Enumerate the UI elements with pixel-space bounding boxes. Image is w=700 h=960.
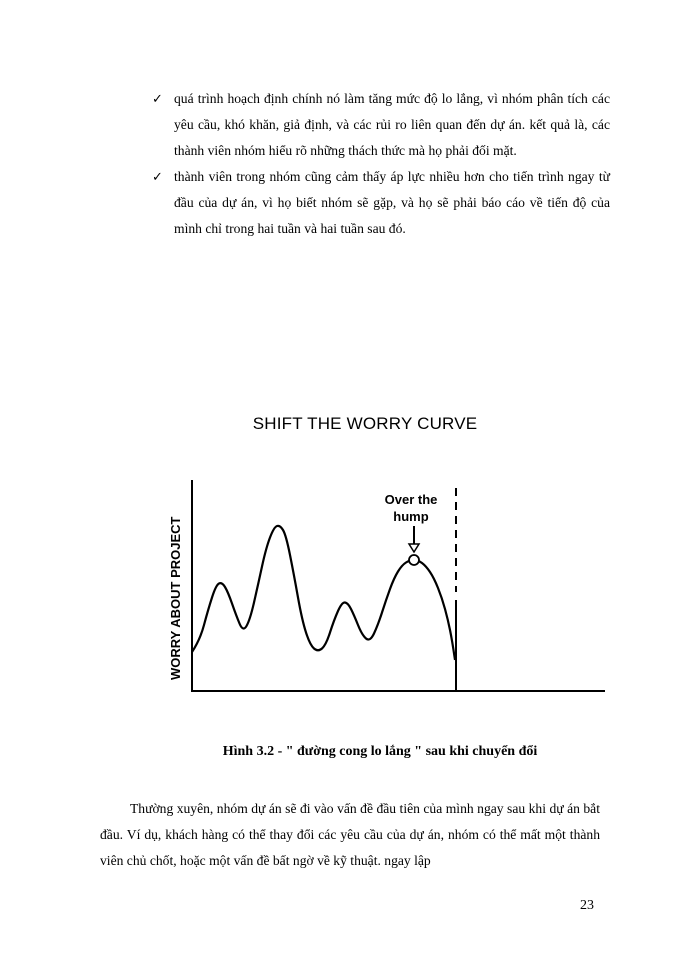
body-paragraph: Thường xuyên, nhóm dự án sẽ đi vào vấn đề đầu tiên của mình ngay sau khi dự án bắt đầu. Ví dụ, khách hàng có thể thay đổi các yêu cầu của dự án, nhóm có thể mất một thành viên chủ chốt, hoặc một vấn đề bất ngờ về kỹ thuật. ngay lập bbox=[100, 801, 600, 868]
bullet-list bbox=[150, 86, 610, 242]
checkmark-icon: ✓ bbox=[152, 169, 163, 184]
checkmark-icon: ✓ bbox=[152, 91, 163, 106]
page-number: 23 bbox=[580, 898, 594, 913]
bullet-text: thành viên trong nhóm cũng cảm thấy áp lực nhiều hơn cho tiến trình ngay từ đầu của dự án, vì họ biết nhóm sẽ gặp, và họ sẽ phải báo cáo về tiến độ của mình chỉ trong hai tuần và hai tuần sau đó. bbox=[174, 169, 610, 236]
bullet-item bbox=[150, 86, 610, 164]
annotation-arrow-head bbox=[409, 544, 419, 552]
chart-title: SHIFT THE WORRY CURVE bbox=[252, 414, 478, 433]
y-axis-label: WORRY ABOUT PROJECT bbox=[168, 516, 183, 680]
annotation-line-2: hump bbox=[393, 509, 429, 524]
bullet-text: quá trình hoạch định chính nó làm tăng mức độ lo lắng, vì nhóm phân tích các yêu cầu, khó khăn, giả định, và các rủi ro liên quan đến dự án. kết quả là, các thành viên nhóm hiểu rõ những thách thức mà họ phải đối mặt. bbox=[174, 91, 610, 158]
annotation-line-1: Over the bbox=[384, 492, 438, 507]
bullet-item bbox=[150, 164, 610, 242]
figure-caption: Hình 3.2 - " đường cong lo lắng " sau khi chuyển đổi bbox=[222, 744, 538, 759]
hump-marker bbox=[409, 555, 419, 565]
worry-curve bbox=[192, 526, 455, 660]
